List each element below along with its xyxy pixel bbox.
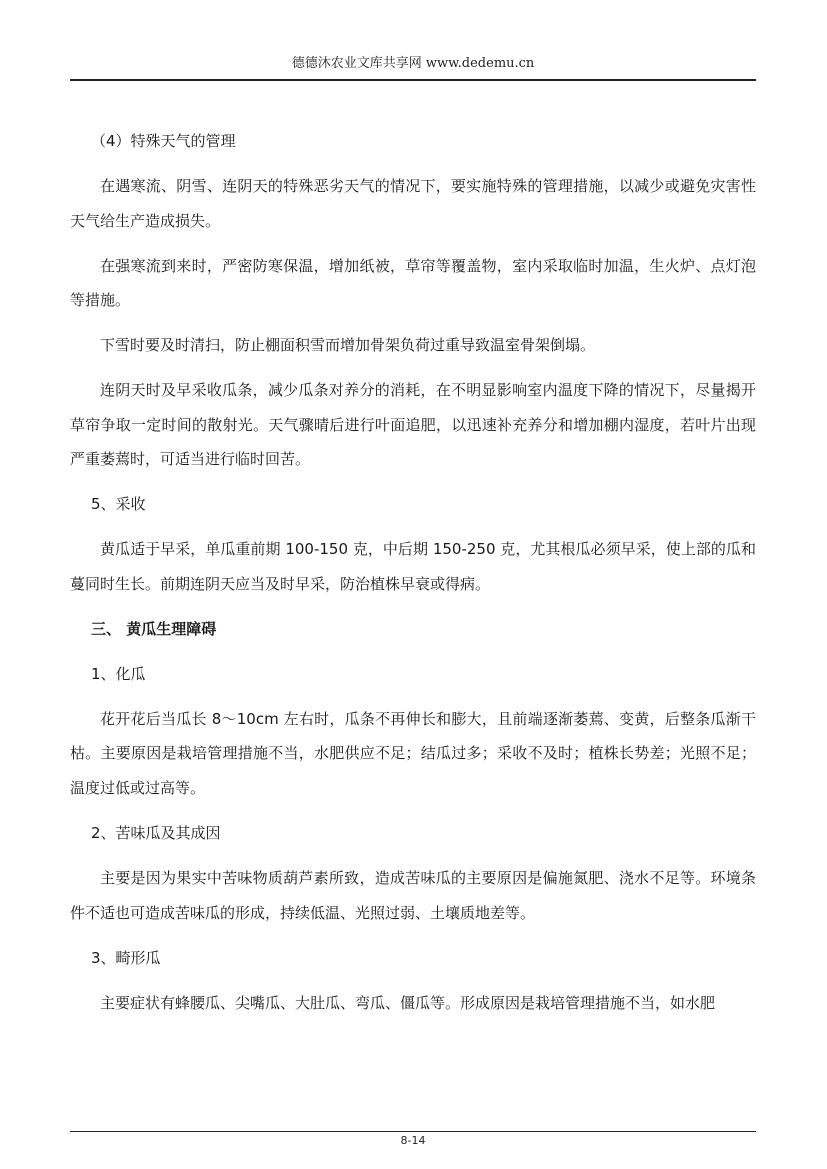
section-heading-special-weather: （4）特殊天气的管理 xyxy=(91,132,236,150)
paragraph: 在遇寒流、阴雪、连阴天的特殊恶劣天气的情况下，要实施特殊的管理措施，以减少或避免灾害性天气给生产造成损失。 xyxy=(70,176,756,230)
section-heading-bitter-melon: 2、苦味瓜及其成因 xyxy=(91,824,221,842)
header-divider xyxy=(70,79,756,81)
paragraph: 黄瓜适于早采，单瓜重前期 100-150 克，中后期 150-250 克，尤其根瓜必须早采，使上部的瓜和蔓同时生长。前期连阴天应当及时早采，防治植株早衰或得病。 xyxy=(70,540,756,593)
paragraph: 连阴天时及早采收瓜条，减少瓜条对养分的消耗，在不明显影响室内温度下降的情况下，尽量揭开草帘争取一定时间的散射光。天气骤晴后进行叶面追肥，以迅速补充养分和增加棚内湿度，若叶片出现严重萎蔫时，可适当进行临时回苦。 xyxy=(70,381,756,469)
section-heading-melon-abortion: 1、化瓜 xyxy=(91,664,146,683)
chapter-heading-physiological-disorders: 三、 黄瓜生理障碍 xyxy=(91,619,217,638)
section-heading-deformed-melon: 3、畸形瓜 xyxy=(91,948,161,967)
paragraph: 主要是因为果实中苦味物质葫芦素所致，造成苦味瓜的主要原因是偏施氮肥、浇水不足等。环境条件不适也可造成苦味瓜的形成，持续低温、光照过弱、土壤质地差等。 xyxy=(70,868,756,922)
paragraph: 主要症状有蜂腰瓜、尖嘴瓜、大肚瓜、弯瓜、僵瓜等。形成原因是栽培管理措施不当，如水肥 xyxy=(100,993,716,1012)
footer-divider xyxy=(70,1131,756,1132)
paragraph: 在强寒流到来时，严密防寒保温，增加纸被，草帘等覆盖物，室内采取临时加温，生火炉、点灯泡等措施。 xyxy=(70,256,756,310)
section-heading-harvest: 5、采收 xyxy=(91,495,146,514)
page-header: 德德沐农业文库共享网 www.dedemu.cn xyxy=(291,56,535,71)
page-number: 8-14 xyxy=(400,1134,426,1147)
paragraph: 下雪时要及时清扫，防止棚面积雪而增加骨架负荷过重导致温室骨架倒塌。 xyxy=(100,336,596,355)
document-body xyxy=(70,124,756,1031)
paragraph: 花开花后当瓜长 8～10cm 左右时，瓜条不再伸长和膨大，且前端逐渐萎蔫、变黄，后整条瓜渐干枯。主要原因是栽培管理措施不当，水肥供应不足；结瓜过多；采收不及时；植株长势差；光照不足；温度过低或过高等。 xyxy=(70,709,756,798)
